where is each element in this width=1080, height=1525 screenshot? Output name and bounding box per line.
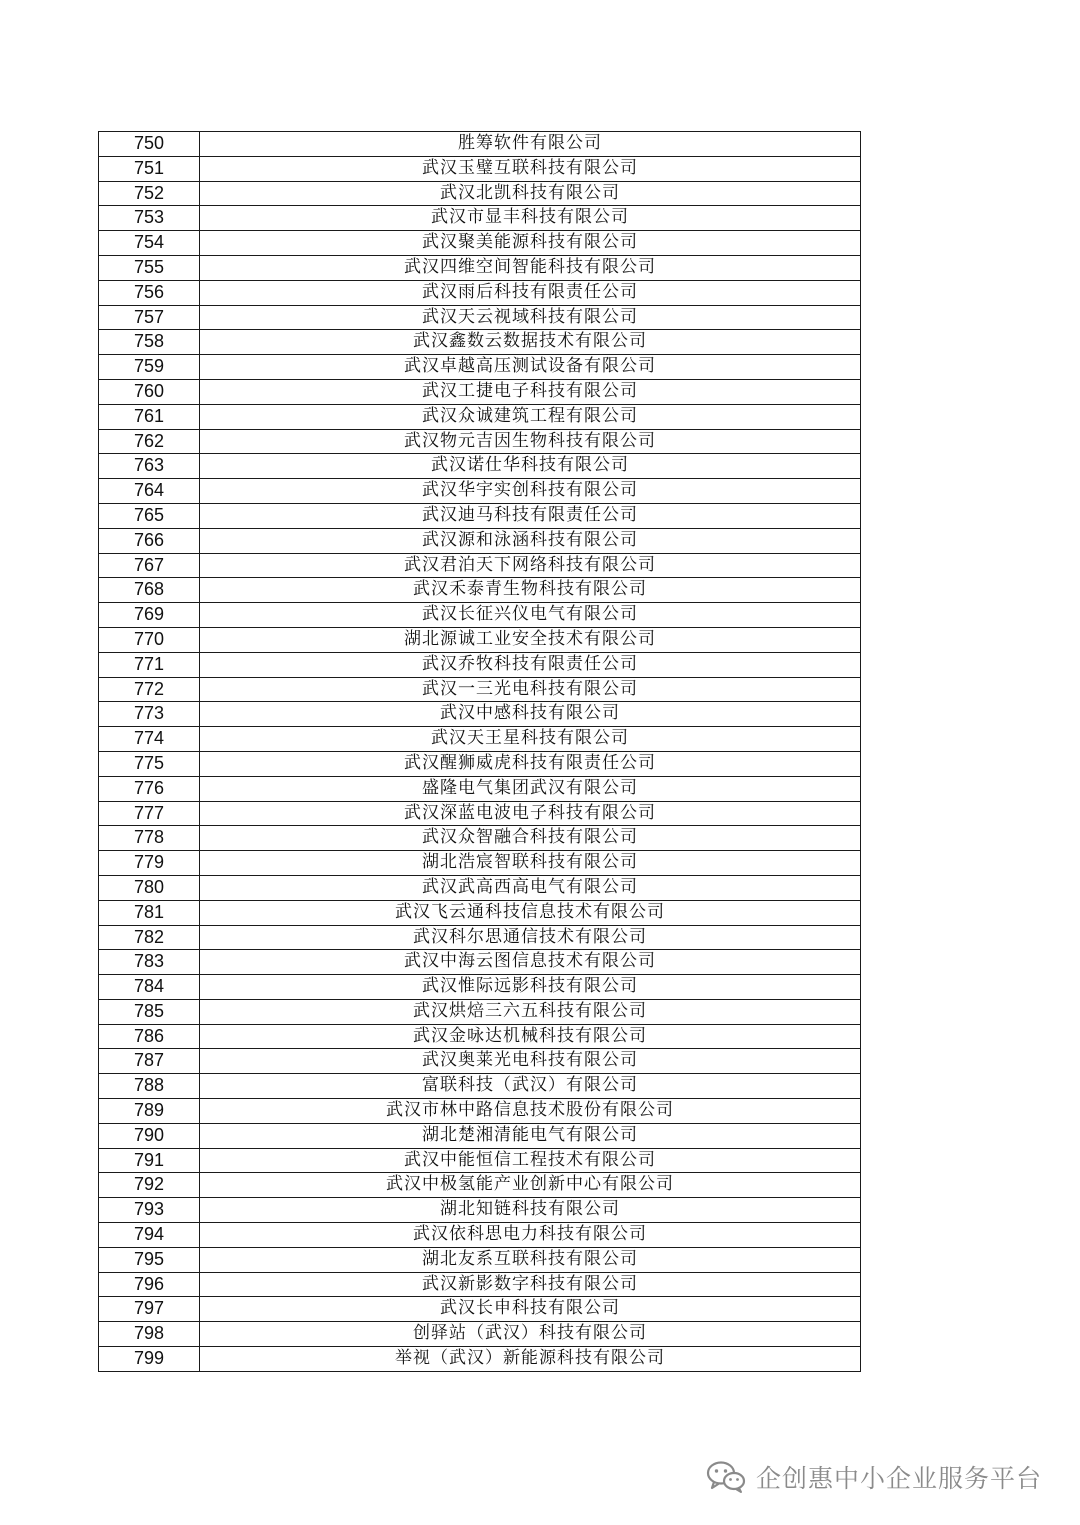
company-name: 武汉市林中路信息技术股份有限公司: [200, 1099, 861, 1124]
row-number: 793: [99, 1198, 200, 1223]
company-name: 武汉源和泳涵科技有限公司: [200, 528, 861, 553]
table-row: [99, 255, 861, 280]
company-name: 武汉迪马科技有限责任公司: [200, 503, 861, 528]
row-number: 777: [99, 801, 200, 826]
table-row: [99, 330, 861, 355]
row-number: 791: [99, 1148, 200, 1173]
table-row: [99, 1223, 861, 1248]
company-name: 武汉天王星科技有限公司: [200, 727, 861, 752]
company-name: 湖北浩宸智联科技有限公司: [200, 851, 861, 876]
table-row: [99, 1198, 861, 1223]
company-name: 武汉工捷电子科技有限公司: [200, 379, 861, 404]
table-body: [99, 132, 861, 1372]
company-name: 武汉长征兴仪电气有限公司: [200, 603, 861, 628]
row-number: 787: [99, 1049, 200, 1074]
company-name: 湖北源诚工业安全技术有限公司: [200, 627, 861, 652]
row-number: 783: [99, 950, 200, 975]
company-name: 武汉中海云图信息技术有限公司: [200, 950, 861, 975]
table-row: [99, 751, 861, 776]
table-row: [99, 627, 861, 652]
table-row: [99, 355, 861, 380]
company-name: 盛隆电气集团武汉有限公司: [200, 776, 861, 801]
company-name: 武汉雨后科技有限责任公司: [200, 280, 861, 305]
company-name: 武汉长申科技有限公司: [200, 1297, 861, 1322]
row-number: 763: [99, 454, 200, 479]
company-name: 武汉中感科技有限公司: [200, 702, 861, 727]
company-name: 武汉乔牧科技有限责任公司: [200, 652, 861, 677]
company-name: 武汉众诚建筑工程有限公司: [200, 404, 861, 429]
table-row: [99, 379, 861, 404]
table-row: [99, 999, 861, 1024]
row-number: 779: [99, 851, 200, 876]
row-number: 784: [99, 975, 200, 1000]
company-name: 武汉聚美能源科技有限公司: [200, 231, 861, 256]
company-name: 武汉依科思电力科技有限公司: [200, 1223, 861, 1248]
table-row: [99, 950, 861, 975]
row-number: 772: [99, 677, 200, 702]
table-row: [99, 727, 861, 752]
table-row: [99, 801, 861, 826]
table-row: [99, 1099, 861, 1124]
row-number: 798: [99, 1322, 200, 1347]
table-row: [99, 528, 861, 553]
company-name: 武汉科尔思通信技术有限公司: [200, 925, 861, 950]
company-name: 武汉众智融合科技有限公司: [200, 826, 861, 851]
row-number: 752: [99, 181, 200, 206]
company-name: 武汉惟际远影科技有限公司: [200, 975, 861, 1000]
row-number: 788: [99, 1074, 200, 1099]
table-row: [99, 156, 861, 181]
table-row: [99, 553, 861, 578]
row-number: 768: [99, 578, 200, 603]
row-number: 758: [99, 330, 200, 355]
row-number: 754: [99, 231, 200, 256]
table-row: [99, 975, 861, 1000]
table-row: [99, 776, 861, 801]
table-row: [99, 1173, 861, 1198]
row-number: 797: [99, 1297, 200, 1322]
row-number: 767: [99, 553, 200, 578]
row-number: 764: [99, 479, 200, 504]
watermark-text: 企创惠中小企业服务平台: [755, 1464, 1042, 1493]
table-row: [99, 479, 861, 504]
row-number: 794: [99, 1223, 200, 1248]
row-number: 790: [99, 1123, 200, 1148]
row-number: 759: [99, 355, 200, 380]
company-name: 武汉市显丰科技有限公司: [200, 206, 861, 231]
company-name: 胜筹软件有限公司: [200, 132, 861, 157]
company-name: 创驿站（武汉）科技有限公司: [200, 1322, 861, 1347]
row-number: 782: [99, 925, 200, 950]
company-name: 武汉北凯科技有限公司: [200, 181, 861, 206]
watermark: [706, 1459, 1042, 1495]
table-row: [99, 925, 861, 950]
table-row: [99, 1123, 861, 1148]
row-number: 773: [99, 702, 200, 727]
table-row: [99, 826, 861, 851]
table-row: [99, 702, 861, 727]
row-number: 755: [99, 255, 200, 280]
table-row: [99, 1049, 861, 1074]
company-name: 武汉金咏达机械科技有限公司: [200, 1024, 861, 1049]
table-row: [99, 305, 861, 330]
company-name: 武汉深蓝电波电子科技有限公司: [200, 801, 861, 826]
row-number: 762: [99, 429, 200, 454]
company-name: 武汉诺仕华科技有限公司: [200, 454, 861, 479]
company-name: 武汉武高西高电气有限公司: [200, 875, 861, 900]
company-name: 武汉中能恒信工程技术有限公司: [200, 1148, 861, 1173]
company-name: 武汉玉璧互联科技有限公司: [200, 156, 861, 181]
row-number: 780: [99, 875, 200, 900]
table-row: [99, 1247, 861, 1272]
company-name: 湖北楚湘清能电气有限公司: [200, 1123, 861, 1148]
row-number: 786: [99, 1024, 200, 1049]
table-row: [99, 503, 861, 528]
table-row: [99, 404, 861, 429]
row-number: 792: [99, 1173, 200, 1198]
company-name: 举视（武汉）新能源科技有限公司: [200, 1347, 861, 1372]
company-name: 武汉禾泰青生物科技有限公司: [200, 578, 861, 603]
company-name: 武汉物元吉因生物科技有限公司: [200, 429, 861, 454]
company-name: 武汉君泊天下网络科技有限公司: [200, 553, 861, 578]
table-row: [99, 1074, 861, 1099]
table-row: [99, 280, 861, 305]
row-number: 781: [99, 900, 200, 925]
table-row: [99, 875, 861, 900]
row-number: 778: [99, 826, 200, 851]
row-number: 789: [99, 1099, 200, 1124]
company-name: 武汉飞云通科技信息技术有限公司: [200, 900, 861, 925]
company-name: 武汉卓越高压测试设备有限公司: [200, 355, 861, 380]
company-name: 武汉烘焙三六五科技有限公司: [200, 999, 861, 1024]
company-name: 湖北知链科技有限公司: [200, 1198, 861, 1223]
table-row: [99, 429, 861, 454]
row-number: 795: [99, 1247, 200, 1272]
row-number: 761: [99, 404, 200, 429]
company-name: 武汉中极氢能产业创新中心有限公司: [200, 1173, 861, 1198]
row-number: 785: [99, 999, 200, 1024]
table-row: [99, 851, 861, 876]
company-name: 武汉天云视域科技有限公司: [200, 305, 861, 330]
wechat-icon: [706, 1460, 746, 1494]
company-name: 武汉奥莱光电科技有限公司: [200, 1049, 861, 1074]
table-row: [99, 578, 861, 603]
table-row: [99, 1148, 861, 1173]
company-name: 武汉醒狮威虎科技有限责任公司: [200, 751, 861, 776]
table-row: [99, 677, 861, 702]
table-row: [99, 231, 861, 256]
table-row: [99, 652, 861, 677]
row-number: 757: [99, 305, 200, 330]
company-name: 武汉华宇实创科技有限公司: [200, 479, 861, 504]
table-row: [99, 1347, 861, 1372]
row-number: 766: [99, 528, 200, 553]
row-number: 776: [99, 776, 200, 801]
row-number: 774: [99, 727, 200, 752]
company-name: 武汉一三光电科技有限公司: [200, 677, 861, 702]
row-number: 775: [99, 751, 200, 776]
table-row: [99, 454, 861, 479]
row-number: 753: [99, 206, 200, 231]
row-number: 751: [99, 156, 200, 181]
table-row: [99, 132, 861, 157]
company-name: 武汉四维空间智能科技有限公司: [200, 255, 861, 280]
table-row: [99, 206, 861, 231]
table-row: [99, 1297, 861, 1322]
row-number: 771: [99, 652, 200, 677]
row-number: 765: [99, 503, 200, 528]
row-number: 756: [99, 280, 200, 305]
table-row: [99, 1322, 861, 1347]
company-name: 武汉新影数字科技有限公司: [200, 1272, 861, 1297]
row-number: 769: [99, 603, 200, 628]
row-number: 770: [99, 627, 200, 652]
table-row: [99, 1272, 861, 1297]
table-row: [99, 603, 861, 628]
company-name: 富联科技（武汉）有限公司: [200, 1074, 861, 1099]
row-number: 750: [99, 132, 200, 157]
table-row: [99, 181, 861, 206]
table-row: [99, 900, 861, 925]
row-number: 796: [99, 1272, 200, 1297]
company-list-table: [98, 131, 861, 1372]
table-row: [99, 1024, 861, 1049]
row-number: 799: [99, 1347, 200, 1372]
company-name: 武汉鑫数云数据技术有限公司: [200, 330, 861, 355]
company-name: 湖北友系互联科技有限公司: [200, 1247, 861, 1272]
row-number: 760: [99, 379, 200, 404]
